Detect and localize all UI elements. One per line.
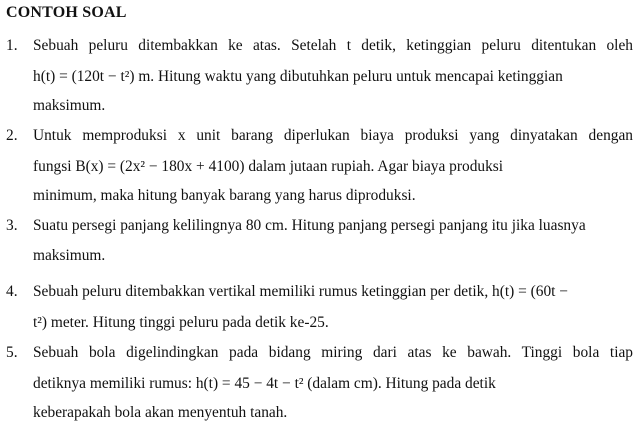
item-5-line-1: Sebuah bola digelindingkan pada bidang miring dari atas ke bawah. Tinggi bola tiap [33,344,633,361]
item-1-line-3: maksimum. [33,97,106,114]
item-1-line-1: Sebuah peluru ditembakkan ke atas. Setelah t detik, ketinggian peluru ditentukan oleh [33,37,633,54]
item-5-line-2: detiknya memiliki rumus: h(t) = 45 − 4t − t² (dalam cm). Hitung pada detik [33,375,496,392]
item-4-line-2: t²) meter. Hitung tinggi peluru pada detik ke-25. [33,314,329,331]
item-number: 1. [6,37,18,54]
item-number: 4. [6,283,18,300]
item-3-line-1: Suatu persegi panjang kelilingnya 80 cm. Hitung panjang persegi panjang itu jika luasnya [33,217,586,234]
item-2-line-3: minimum, maka hitung banyak barang yang harus diproduksi. [33,187,416,204]
item-2-line-1: Untuk memproduksi x unit barang diperlukan biaya produksi yang dinyatakan dengan [33,127,633,144]
heading: CONTOH SOAL [6,4,127,21]
item-4-line-1: Sebuah peluru ditembakkan vertikal memiliki rumus ketinggian per detik, h(t) = (60t − [33,283,568,300]
item-5-line-3: keberapakah bola akan menyentuh tanah. [33,404,288,421]
item-1-line-2: h(t) = (120t − t²) m. Hitung waktu yang dibutuhkan peluru untuk mencapai ketinggian [33,68,563,85]
item-2-line-2: fungsi B(x) = (2x² − 180x + 4100) dalam jutaan rupiah. Agar biaya produksi [33,158,504,175]
item-number: 2. [6,127,18,144]
item-number: 5. [6,344,18,361]
item-number: 3. [6,217,18,234]
item-3-line-2: maksimum. [33,247,106,264]
